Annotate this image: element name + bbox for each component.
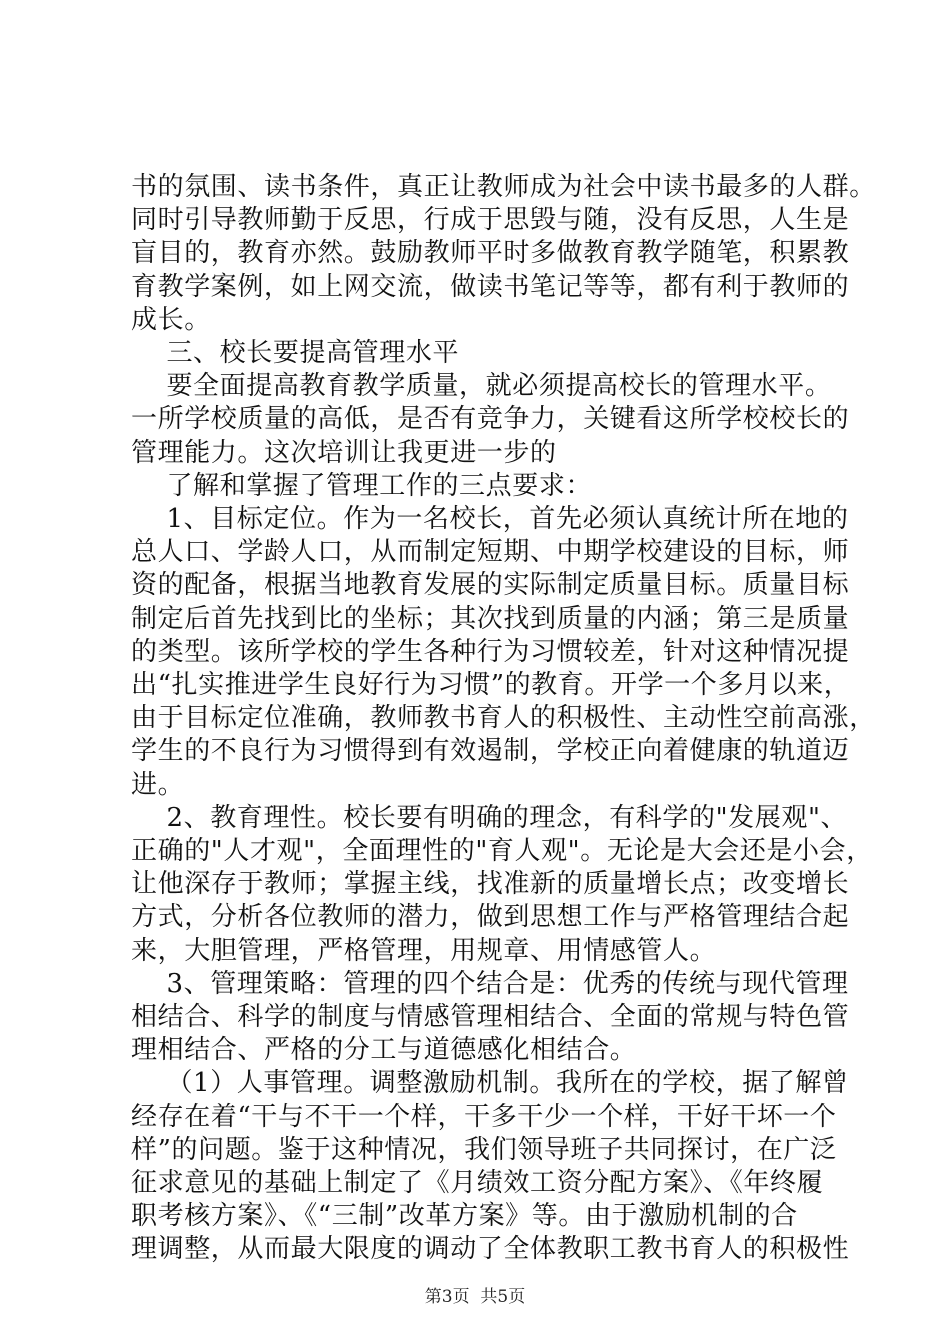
text-line: 了解和掌握了管理工作的三点要求： — [131, 471, 593, 501]
text-line: 的类型。该所学校的学生各种行为习惯较差，针对这种情况提 — [131, 637, 850, 667]
text-line: 相结合、科学的制度与情感管理相结合、全面的常规与特色管 — [131, 1002, 850, 1032]
text-line: 管理能力。这次培训让我更进一步的 — [131, 438, 557, 468]
page-footer — [0, 1285, 950, 1309]
text-line: 成长。 — [131, 305, 211, 335]
text-line: 一所学校质量的高低，是否有竞争力，关键看这所学校校长的 — [131, 404, 850, 434]
text-line: 出“扎实推进学生良好行为习惯”的教育。开学一个多月以来， — [131, 670, 851, 700]
text-line: 要全面提高教育教学质量，就必须提高校长的管理水平。 — [131, 371, 832, 401]
text-line: 正确的"人才观"，全面理性的"育人观"。无论是大会还是小会， — [131, 836, 873, 866]
text-line: 2、教育理性。校长要有明确的理念，有科学的"发展观"、 — [131, 803, 848, 833]
text-line: 职考核方案》、《“三制”改革方案》等。由于激励机制的合 — [131, 1201, 798, 1231]
text-line: 总人口、学龄人口，从而制定短期、中期学校建设的目标，师 — [131, 537, 850, 567]
text-line: 让他深存于教师；掌握主线，找准新的质量增长点；改变增长 — [131, 869, 850, 899]
text-line: 征求意见的基础上制定了《月绩效工资分配方案》、《年终履 — [131, 1168, 824, 1198]
text-line: 由于目标定位准确，教师教书育人的积极性、主动性空前高涨， — [131, 703, 876, 733]
text-line: 样”的问题。鉴于这种情况，我们领导班子共同探讨，在广泛 — [131, 1135, 837, 1165]
text-line: 资的配备，根据当地教育发展的实际制定质量目标。质量目标 — [131, 570, 850, 600]
text-line: 进。 — [131, 770, 185, 800]
text-line: 理调整，从而最大限度的调动了全体教职工教书育人的积极性 — [131, 1234, 850, 1264]
text-line: 学生的不良行为习惯得到有效遏制，学校正向着健康的轨道迈 — [131, 736, 850, 766]
text-line: 方式，分析各位教师的潜力，做到思想工作与严格管理结合起 — [131, 902, 850, 932]
text-line: 制定后首先找到比的坐标；其次找到质量的内涵；第三是质量 — [131, 604, 850, 634]
text-line: 来，大胆管理，严格管理，用规章、用情感管人。 — [131, 936, 717, 966]
text-line: 盲目的，教育亦然。鼓励教师平时多做教育教学随笔，积累教 — [131, 238, 850, 268]
section-heading: 三、校长要提高管理水平 — [131, 338, 460, 368]
text-line: 理相结合、严格的分工与道德感化相结合。 — [131, 1035, 637, 1065]
page-number-label: 第3页 共5页 — [424, 1287, 526, 1307]
text-line: 经存在着“干与不干一个样，干多干少一个样，干好干坏一个 — [131, 1102, 837, 1132]
text-line: 同时引导教师勤于反思，行成于思毁与随，没有反思，人生是 — [131, 205, 850, 235]
text-line: 1、目标定位。作为一名校长，首先必须认真统计所在地的 — [131, 504, 849, 534]
text-line: 育教学案例，如上网交流，做读书笔记等等，都有利于教师的 — [131, 272, 850, 302]
text-line: 书的氛围、读书条件，真正让教师成为社会中读书最多的人群。 — [131, 172, 876, 202]
text-line: 3、管理策略：管理的四个结合是：优秀的传统与现代管理 — [131, 969, 849, 999]
text-line: （1）人事管理。调整激励机制。我所在的学校，据了解曾 — [131, 1068, 849, 1098]
